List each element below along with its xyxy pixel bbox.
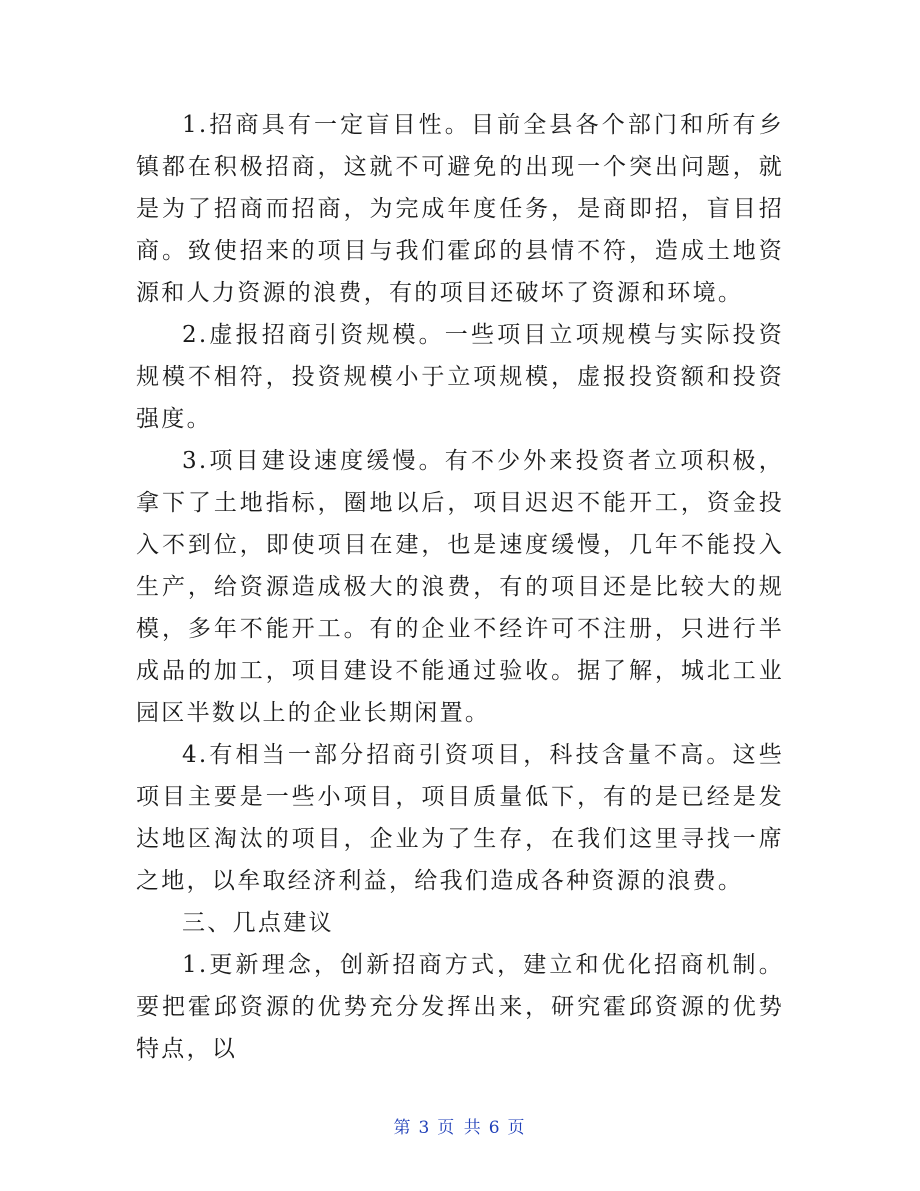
page-number-footer: [0, 1113, 920, 1138]
paragraph-problem-2: 2.虚报招商引资规模。一些项目立项规模与实际投资规模不相符，投资规模小于立项规模，虚报投资额和投资强度。: [136, 322, 784, 432]
current-page-number: 3: [418, 1118, 432, 1138]
section-heading-suggestions: 三、几点建议: [182, 910, 334, 936]
page-label-mid: 页 共: [437, 1118, 483, 1138]
paragraph-suggestion-1: 1.更新理念，创新招商方式，建立和优化招商机制。要把霍邱资源的优势充分发挥出来，研究霍邱资源的优势特点，以: [136, 952, 784, 1062]
paragraph-problem-3: 3.项目建设速度缓慢。有不少外来投资者立项积极，拿下了土地指标，圈地以后，项目迟迟不能开工，资金投入不到位，即使项目在建，也是速度缓慢，几年不能投入生产，给资源造成极大的浪费，有的项目还是比较大的规模，多年不能开工。有的企业不经许可不注册，只进行半成品的加工，项目建设不能通过验收。据了解，城北工业园区半数以上的企业长期闲置。: [136, 448, 784, 726]
paragraph-problem-4: 4.有相当一部分招商引资项目，科技含量不高。这些项目主要是一些小项目，项目质量低下，有的是已经是发达地区淘汰的项目，企业为了生存，在我们这里寻找一席之地，以牟取经济利益，给我们造成各种资源的浪费。: [136, 742, 784, 894]
paragraph-problem-1: 1.招商具有一定盲目性。目前全县各个部门和所有乡镇都在积极招商，这就不可避免的出现一个突出问题，就是为了招商而招商，为完成年度任务，是商即招，盲目招商。致使招来的项目与我们霍邱的县情不符，造成土地资源和人力资源的浪费，有的项目还破坏了资源和环境。: [136, 112, 784, 306]
total-pages-number: 6: [488, 1118, 502, 1138]
page-label-suffix: 页: [507, 1118, 527, 1138]
page-label-prefix: 第: [393, 1118, 413, 1138]
document-body: [136, 104, 784, 1070]
